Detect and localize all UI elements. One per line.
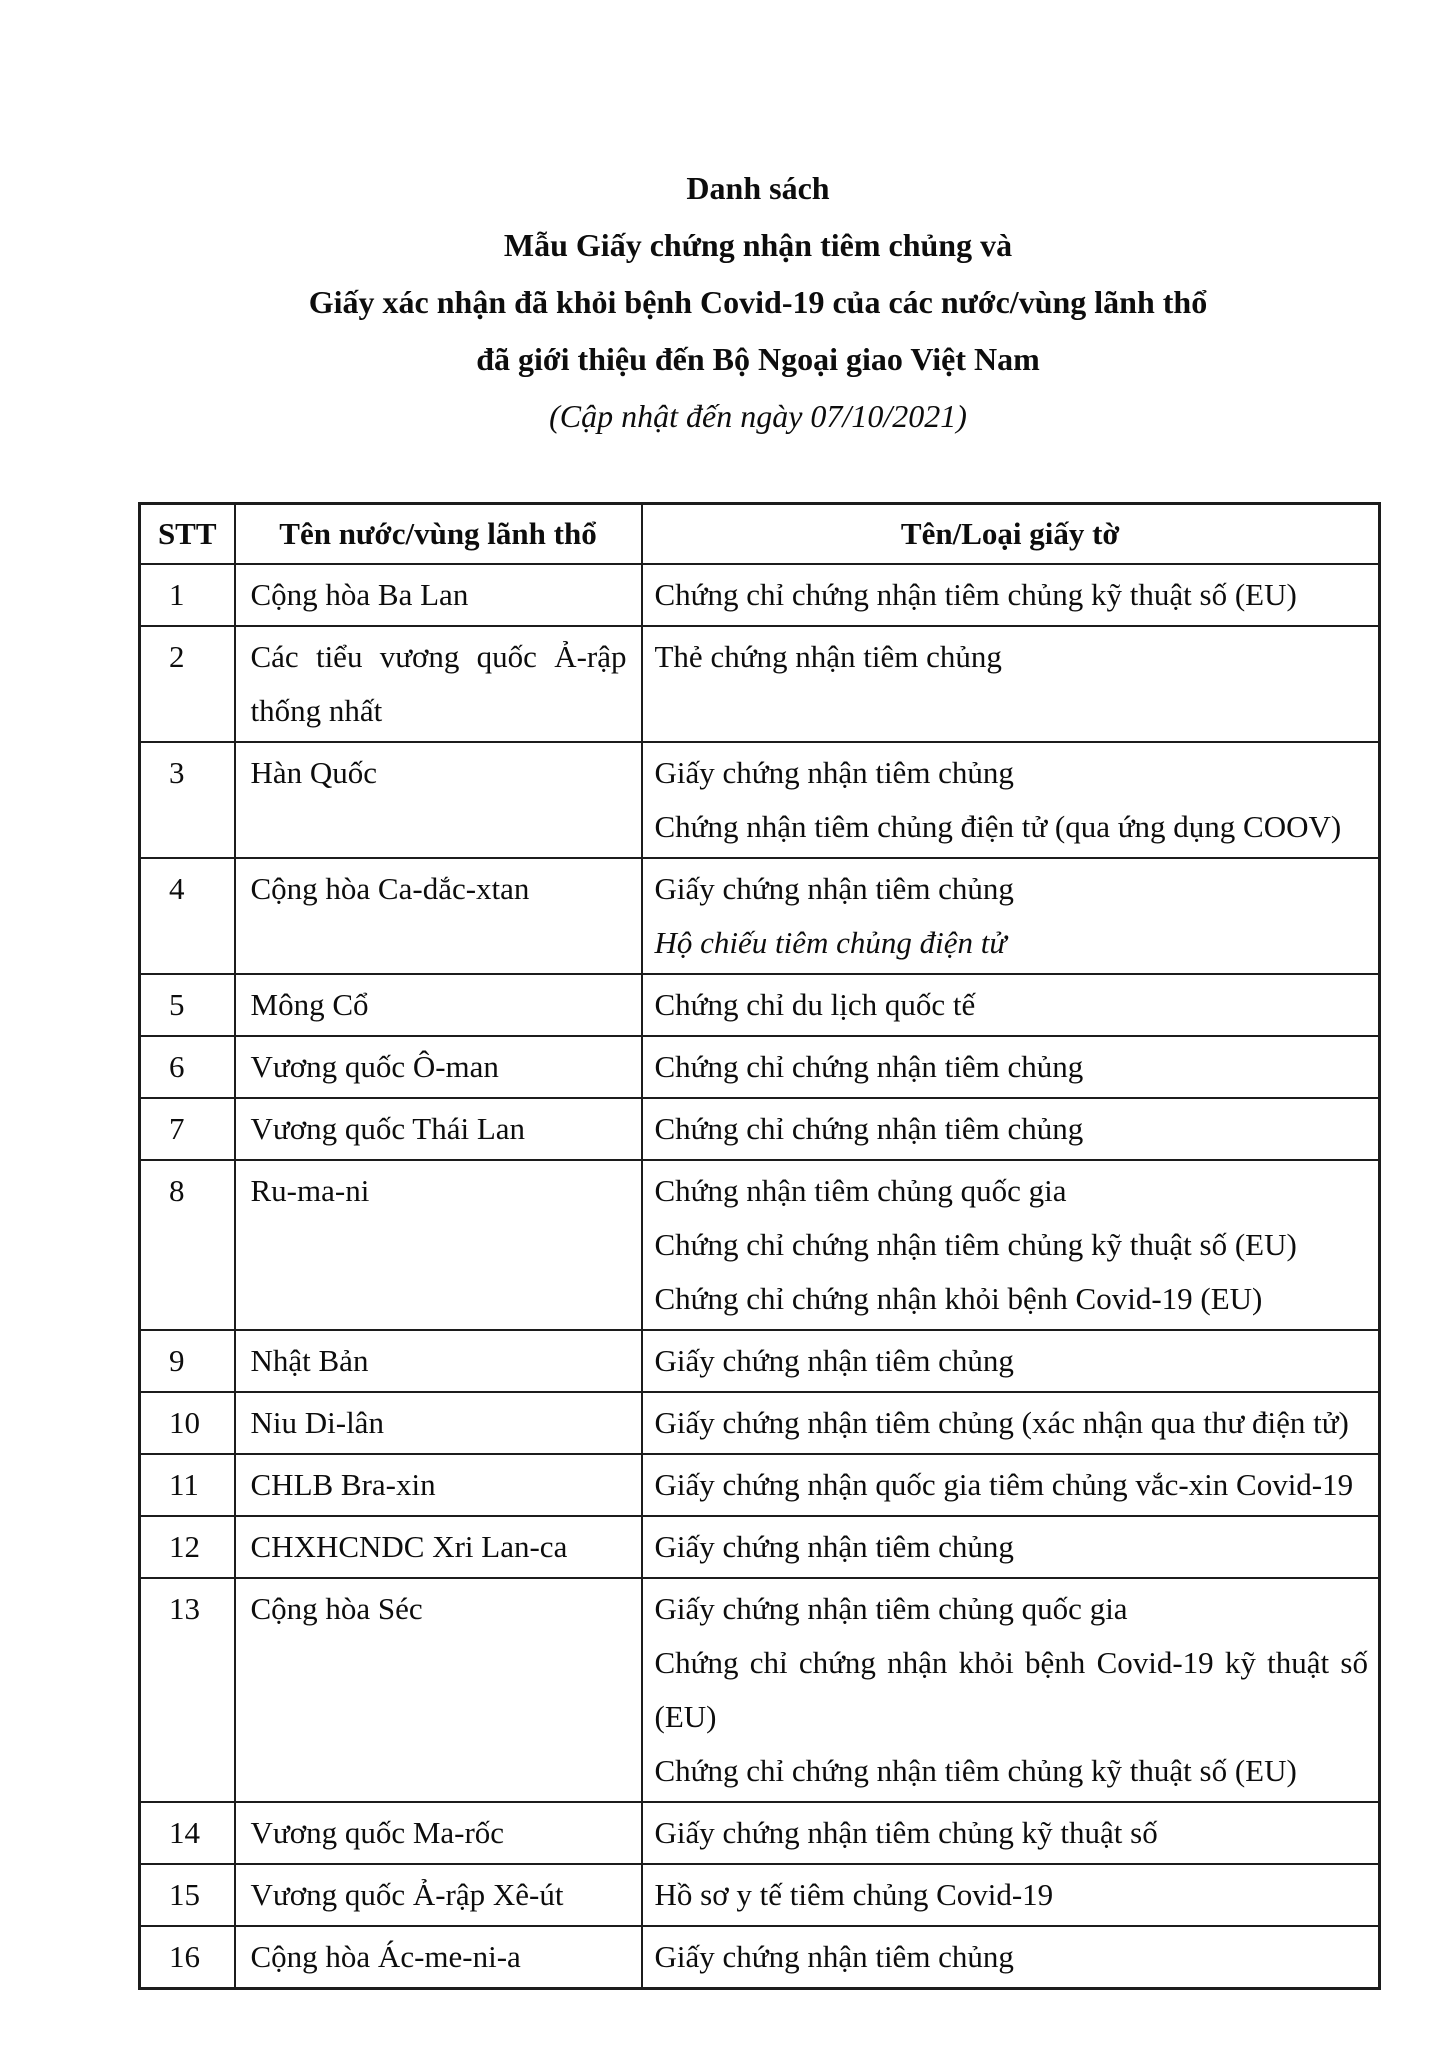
row-number-cell: 6 [140, 1036, 235, 1098]
table-row [140, 974, 1380, 1036]
document-type-line: Chứng chỉ du lịch quốc tế [654, 987, 976, 1022]
row-number-cell: 9 [140, 1330, 235, 1392]
country-cell: Vương quốc Ô-man [235, 1036, 642, 1098]
title-line-4: đã giới thiệu đến Bộ Ngoại giao Việt Nam [476, 341, 1040, 377]
document-type-line: Hồ sơ y tế tiêm chủng Covid-19 [654, 1877, 1054, 1912]
document-type-line: Chứng chỉ chứng nhận tiêm chủng kỹ thuật số (EU) [654, 1227, 1297, 1262]
country-cell: Vương quốc Ma-rốc [235, 1802, 642, 1864]
row-number-cell: 8 [140, 1160, 235, 1330]
title-line-2: Mẫu Giấy chứng nhận tiêm chủng và [503, 227, 1013, 263]
table-row [140, 626, 1380, 742]
country-cell: Niu Di-lân [235, 1392, 642, 1454]
document-type-line: Chứng nhận tiêm chủng điện tử (qua ứng dụng COOV) [654, 809, 1342, 844]
table-row [140, 1864, 1380, 1926]
table-row [140, 1578, 1380, 1802]
title-line-1: Danh sách [686, 170, 830, 206]
country-cell: Mông Cổ [235, 974, 642, 1036]
row-number-cell: 15 [140, 1864, 235, 1926]
header-country: Tên nước/vùng lãnh thổ [235, 504, 642, 565]
country-cell: Cộng hòa Ca-dắc-xtan [235, 858, 642, 974]
row-number-cell: 10 [140, 1392, 235, 1454]
document-type-line: Hộ chiếu tiêm chủng điện tử [654, 925, 1007, 960]
document-type-line: Giấy chứng nhận tiêm chủng [654, 1343, 1014, 1378]
document-type-cell [642, 626, 1380, 742]
row-number-cell: 5 [140, 974, 235, 1036]
document-type-cell [642, 1330, 1380, 1392]
country-cell: Cộng hòa Ác-me-ni-a [235, 1926, 642, 1989]
document-type-line: Chứng chỉ chứng nhận tiêm chủng [654, 1111, 1084, 1146]
table-row [140, 742, 1380, 858]
country-cell: Vương quốc Ả-rập Xê-út [235, 1864, 642, 1926]
table-row [140, 1392, 1380, 1454]
document-type-line: Giấy chứng nhận tiêm chủng [654, 755, 1014, 790]
document-type-cell [642, 1454, 1380, 1516]
table-row [140, 1036, 1380, 1098]
table-row [140, 858, 1380, 974]
country-cell: CHLB Bra-xin [235, 1454, 642, 1516]
document-type-line: Chứng chỉ chứng nhận khỏi bệnh Covid-19 (EU) [654, 1281, 1263, 1316]
table-row [140, 1926, 1380, 1989]
row-number-cell: 11 [140, 1454, 235, 1516]
document-type-line: Giấy chứng nhận tiêm chủng quốc gia [654, 1591, 1128, 1626]
document-type-line: Giấy chứng nhận quốc gia tiêm chủng vắc-xin Covid-19 [654, 1467, 1354, 1502]
country-cell: Ru-ma-ni [235, 1160, 642, 1330]
document-type-line: Chứng chỉ chứng nhận tiêm chủng [654, 1049, 1084, 1084]
document-type-line: Chứng chỉ chứng nhận tiêm chủng kỹ thuật số (EU) [654, 577, 1297, 612]
document-type-cell [642, 1802, 1380, 1864]
title-line-5: (Cập nhật đến ngày 07/10/2021) [549, 398, 967, 434]
document-type-line: Chứng chỉ chứng nhận tiêm chủng kỹ thuật số (EU) [654, 1753, 1297, 1788]
document-title-block [138, 160, 1378, 445]
document-type-cell [642, 1864, 1380, 1926]
document-type-cell [642, 1160, 1380, 1330]
table-row [140, 1516, 1380, 1578]
document-type-cell [642, 1392, 1380, 1454]
row-number-cell: 1 [140, 564, 235, 626]
country-cell: Vương quốc Thái Lan [235, 1098, 642, 1160]
country-cell: Hàn Quốc [235, 742, 642, 858]
table-row [140, 564, 1380, 626]
document-type-line: Giấy chứng nhận tiêm chủng [654, 1939, 1014, 1974]
document-type-cell [642, 1098, 1380, 1160]
row-number-cell: 14 [140, 1802, 235, 1864]
row-number-cell: 7 [140, 1098, 235, 1160]
country-cell: Cộng hòa Ba Lan [235, 564, 642, 626]
document-type-line: Chứng chỉ chứng nhận khỏi bệnh Covid-19 kỹ thuật số (EU) [654, 1645, 1368, 1734]
document-type-line: Giấy chứng nhận tiêm chủng [654, 871, 1014, 906]
table-row [140, 1454, 1380, 1516]
country-cell: Cộng hòa Séc [235, 1578, 642, 1802]
row-number-cell: 16 [140, 1926, 235, 1989]
table-row [140, 1330, 1380, 1392]
document-type-cell [642, 1036, 1380, 1098]
document-type-cell [642, 974, 1380, 1036]
document-type-cell [642, 742, 1380, 858]
title-line-3: Giấy xác nhận đã khỏi bệnh Covid-19 của các nước/vùng lãnh thổ [308, 284, 1208, 320]
document-type-line: Thẻ chứng nhận tiêm chủng [654, 639, 1002, 674]
country-cell: CHXHCNDC Xri Lan-ca [235, 1516, 642, 1578]
document-type-cell [642, 564, 1380, 626]
country-cell: Nhật Bản [235, 1330, 642, 1392]
row-number-cell: 3 [140, 742, 235, 858]
document-type-line: Giấy chứng nhận tiêm chủng [654, 1529, 1014, 1564]
table-row [140, 1160, 1380, 1330]
table-header-row [140, 504, 1380, 565]
document-type-cell [642, 1578, 1380, 1802]
document-type-cell [642, 1926, 1380, 1989]
document-type-line: Giấy chứng nhận tiêm chủng kỹ thuật số [654, 1815, 1158, 1850]
row-number-cell: 12 [140, 1516, 235, 1578]
document-type-line: Chứng nhận tiêm chủng quốc gia [654, 1173, 1067, 1208]
table-row [140, 1802, 1380, 1864]
document-type-cell [642, 858, 1380, 974]
country-cell: Các tiểu vương quốc Ả-rập thống nhất [235, 626, 642, 742]
header-stt: STT [140, 504, 235, 565]
header-document-type: Tên/Loại giấy tờ [642, 504, 1380, 565]
table-row [140, 1098, 1380, 1160]
row-number-cell: 13 [140, 1578, 235, 1802]
row-number-cell: 2 [140, 626, 235, 742]
certificates-table [138, 502, 1381, 1990]
document-type-cell [642, 1516, 1380, 1578]
row-number-cell: 4 [140, 858, 235, 974]
document-type-line: Giấy chứng nhận tiêm chủng (xác nhận qua thư điện tử) [654, 1405, 1349, 1440]
